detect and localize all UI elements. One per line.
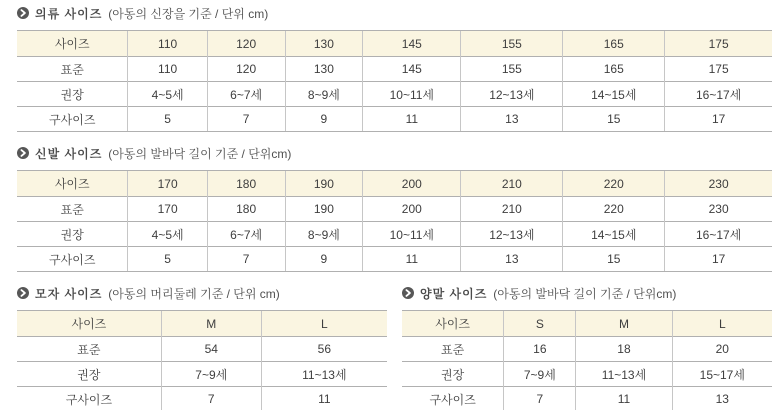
- size-cell: 200: [363, 197, 461, 222]
- size-cell: 13: [461, 247, 563, 272]
- section-subtitle: (아동의 머리둘레 기준 / 단위 cm): [108, 286, 280, 301]
- section-heading: [17, 285, 387, 301]
- size-cell: 11~13세: [576, 362, 672, 387]
- table-header-row: [402, 311, 772, 337]
- table-row: [17, 107, 772, 132]
- size-column-header: S: [504, 311, 576, 337]
- size-cell: 9: [285, 107, 363, 132]
- size-column-header: 190: [285, 171, 363, 197]
- size-cell: 7: [207, 107, 285, 132]
- size-cell: 230: [665, 197, 772, 222]
- size-column-header: 165: [563, 31, 665, 57]
- size-cell: 15: [563, 247, 665, 272]
- table-row: [402, 387, 772, 410]
- size-cell: 5: [128, 247, 207, 272]
- table-row: [17, 57, 772, 82]
- size-cell: 7: [207, 247, 285, 272]
- table-row: [402, 362, 772, 387]
- size-cell: 4~5세: [128, 82, 207, 107]
- table-row: [17, 197, 772, 222]
- size-cell: 190: [285, 197, 363, 222]
- row-label: 권장: [17, 82, 128, 107]
- size-cell: 110: [128, 57, 207, 82]
- size-cell: 165: [563, 57, 665, 82]
- table-row: [17, 247, 772, 272]
- size-cell: 7: [504, 387, 576, 410]
- size-cell: 180: [207, 197, 285, 222]
- size-column-header: 210: [461, 171, 563, 197]
- size-cell: 16: [504, 337, 576, 362]
- section-title: 의류 사이즈: [35, 6, 103, 21]
- size-cell: 7~9세: [161, 362, 261, 387]
- section-shoe-sizes: [17, 145, 772, 272]
- section-heading: [17, 5, 772, 21]
- size-cell: 175: [665, 57, 772, 82]
- section-title: 신발 사이즈: [35, 146, 103, 161]
- table-header-row: [17, 311, 387, 337]
- row-label: 구사이즈: [402, 387, 504, 410]
- sock-size-table: [402, 310, 772, 410]
- size-column-header: M: [161, 311, 261, 337]
- size-column-header: 120: [207, 31, 285, 57]
- row-label: 권장: [17, 362, 161, 387]
- row-label: 권장: [402, 362, 504, 387]
- size-cell: 15: [563, 107, 665, 132]
- size-column-header: M: [576, 311, 672, 337]
- size-cell: 4~5세: [128, 222, 207, 247]
- row-label: 구사이즈: [17, 387, 161, 410]
- table-header-row: [17, 171, 772, 197]
- row-label: 표준: [402, 337, 504, 362]
- size-cell: 170: [128, 197, 207, 222]
- size-column-header: 145: [363, 31, 461, 57]
- size-cell: 6~7세: [207, 82, 285, 107]
- size-column-header: 200: [363, 171, 461, 197]
- size-cell: 13: [672, 387, 772, 410]
- section-subtitle: (아동의 발바닥 길이 기준 / 단위cm): [108, 146, 292, 161]
- size-column-header: L: [261, 311, 387, 337]
- row-label: 권장: [17, 222, 128, 247]
- table-row: [17, 222, 772, 247]
- size-cell: 9: [285, 247, 363, 272]
- size-cell: 11: [363, 247, 461, 272]
- section-hat-sizes: [17, 285, 387, 410]
- section-clothing-sizes: [17, 5, 772, 132]
- table-row: [17, 362, 387, 387]
- size-cell: 10~11세: [363, 222, 461, 247]
- size-column-header: 220: [563, 171, 665, 197]
- size-cell: 16~17세: [665, 222, 772, 247]
- size-cell: 15~17세: [672, 362, 772, 387]
- section-subtitle: (아동의 신장을 기준 / 단위 cm): [108, 6, 269, 21]
- size-column-header: L: [672, 311, 772, 337]
- size-column-header: 230: [665, 171, 772, 197]
- size-cell: 8~9세: [285, 222, 363, 247]
- size-cell: 12~13세: [461, 82, 563, 107]
- row-label: 표준: [17, 197, 128, 222]
- size-column-header: 130: [285, 31, 363, 57]
- arrow-circle-bullet-icon: [17, 7, 29, 19]
- section-heading: [17, 145, 772, 161]
- size-cell: 210: [461, 197, 563, 222]
- row-label: 표준: [17, 337, 161, 362]
- hat-size-table: [17, 310, 387, 410]
- section-title: 양말 사이즈: [420, 286, 488, 301]
- arrow-circle-bullet-icon: [17, 147, 29, 159]
- shoe-size-table: [17, 170, 772, 272]
- size-row-header-label: 사이즈: [17, 31, 128, 57]
- size-cell: 54: [161, 337, 261, 362]
- size-cell: 16~17세: [665, 82, 772, 107]
- size-cell: 10~11세: [363, 82, 461, 107]
- size-cell: 220: [563, 197, 665, 222]
- size-cell: 5: [128, 107, 207, 132]
- table-row: [17, 387, 387, 410]
- size-cell: 11: [576, 387, 672, 410]
- size-cell: 6~7세: [207, 222, 285, 247]
- size-column-header: 155: [461, 31, 563, 57]
- size-cell: 11~13세: [261, 362, 387, 387]
- size-cell: 120: [207, 57, 285, 82]
- size-cell: 20: [672, 337, 772, 362]
- arrow-circle-bullet-icon: [17, 287, 29, 299]
- size-cell: 56: [261, 337, 387, 362]
- size-row-header-label: 사이즈: [17, 311, 161, 337]
- bottom-tables-row: [17, 285, 772, 410]
- table-row: [17, 82, 772, 107]
- row-label: 구사이즈: [17, 107, 128, 132]
- size-column-header: 180: [207, 171, 285, 197]
- size-cell: 17: [665, 107, 772, 132]
- clothing-size-table: [17, 30, 772, 132]
- size-cell: 7~9세: [504, 362, 576, 387]
- size-cell: 14~15세: [563, 82, 665, 107]
- size-cell: 130: [285, 57, 363, 82]
- size-cell: 145: [363, 57, 461, 82]
- section-heading: [402, 285, 772, 301]
- size-cell: 7: [161, 387, 261, 410]
- table-header-row: [17, 31, 772, 57]
- size-cell: 17: [665, 247, 772, 272]
- table-row: [17, 337, 387, 362]
- size-cell: 11: [261, 387, 387, 410]
- size-cell: 14~15세: [563, 222, 665, 247]
- size-column-header: 110: [128, 31, 207, 57]
- section-subtitle: (아동의 발바닥 길이 기준 / 단위cm): [493, 286, 677, 301]
- row-label: 구사이즈: [17, 247, 128, 272]
- size-column-header: 175: [665, 31, 772, 57]
- size-cell: 13: [461, 107, 563, 132]
- size-row-header-label: 사이즈: [17, 171, 128, 197]
- table-row: [402, 337, 772, 362]
- section-sock-sizes: [402, 285, 772, 410]
- arrow-circle-bullet-icon: [402, 287, 414, 299]
- size-cell: 12~13세: [461, 222, 563, 247]
- size-column-header: 170: [128, 171, 207, 197]
- row-label: 표준: [17, 57, 128, 82]
- size-cell: 8~9세: [285, 82, 363, 107]
- size-cell: 11: [363, 107, 461, 132]
- size-row-header-label: 사이즈: [402, 311, 504, 337]
- size-cell: 155: [461, 57, 563, 82]
- size-cell: 18: [576, 337, 672, 362]
- section-title: 모자 사이즈: [35, 286, 103, 301]
